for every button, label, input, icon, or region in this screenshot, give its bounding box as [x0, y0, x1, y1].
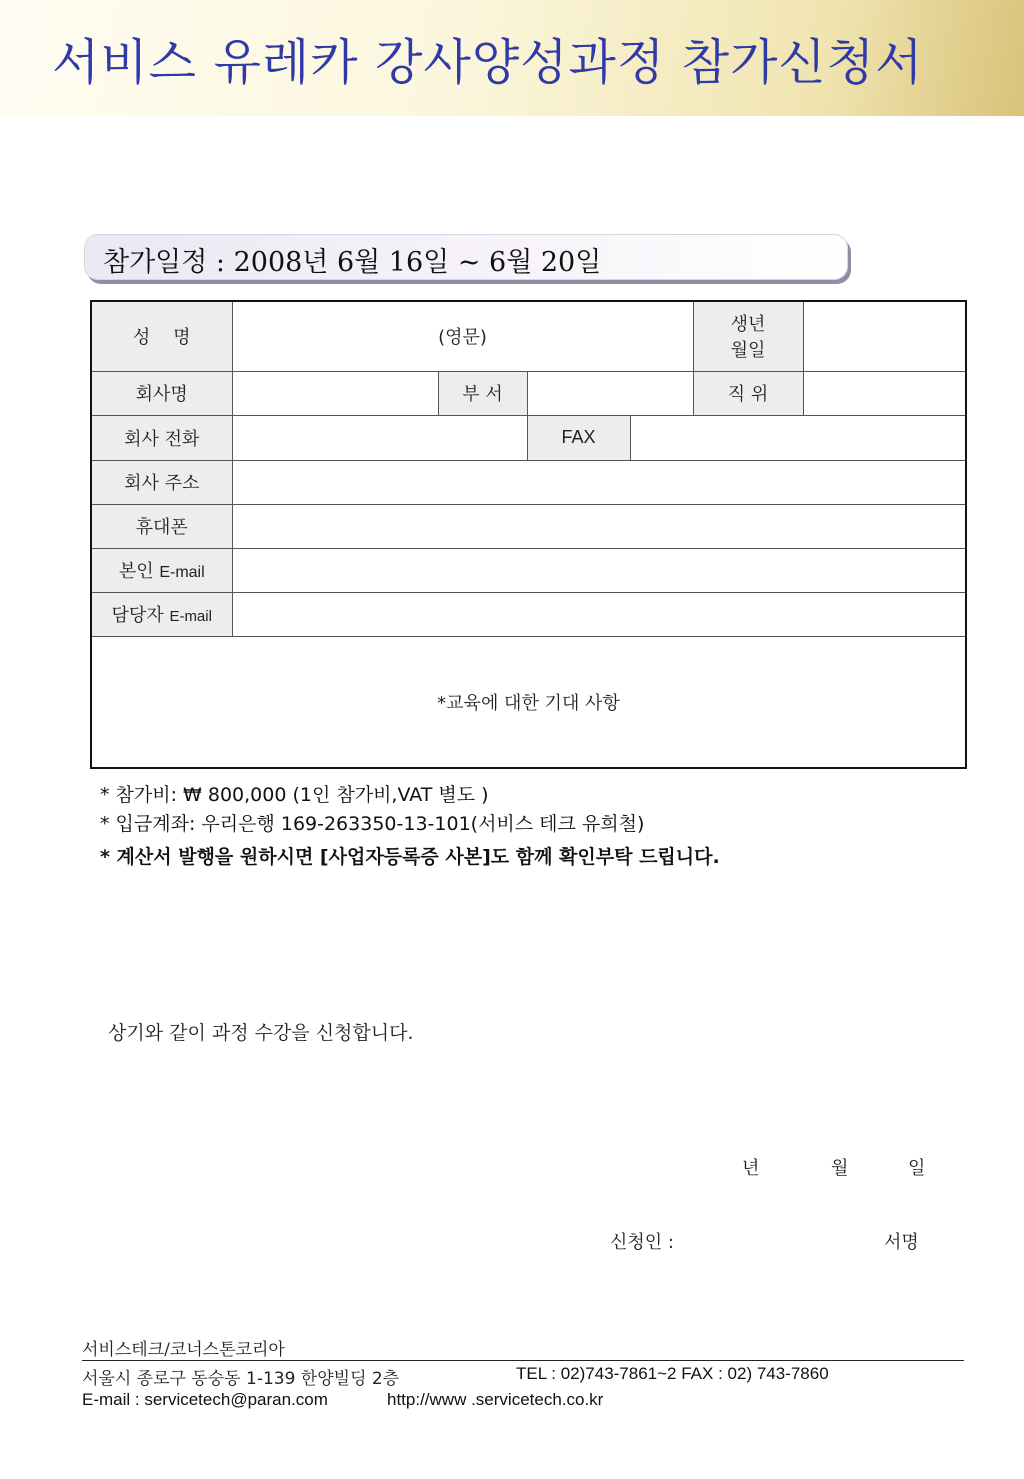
mobile-label: 휴대폰 [91, 504, 232, 548]
birth-label [693, 301, 803, 371]
footer-divider [82, 1360, 964, 1361]
table-row [91, 592, 966, 636]
contact-email-input[interactable] [232, 592, 966, 636]
name-hint: (영문) [438, 327, 487, 349]
table-row [91, 415, 966, 460]
phone-label: 회사 전화 [91, 415, 232, 460]
table-row [91, 301, 966, 371]
account-note: * 입금계좌: 우리은행 169-263350-13-101(서비스 테크 유희철) [100, 813, 645, 835]
company-input[interactable] [232, 371, 438, 415]
birth-label-line2: 월일 [730, 340, 766, 362]
birth-label-line1: 생년 [730, 314, 766, 336]
expectation-label: *교육에 대한 기대 사항 [437, 692, 620, 714]
birth-input[interactable] [803, 301, 966, 371]
application-form-table [90, 300, 967, 769]
dept-input[interactable] [527, 371, 693, 415]
applicant-label: 신청인 : [610, 1232, 674, 1253]
footer-address: 서울시 종로구 동숭동 1-139 한양빌딩 2층 [82, 1369, 400, 1389]
date-month-label: 월 [831, 1158, 849, 1179]
fax-input[interactable] [630, 415, 966, 460]
sign-label: 서명 [884, 1232, 919, 1253]
footer-email: E-mail : servicetech@paran.com [82, 1390, 328, 1409]
position-input[interactable] [803, 371, 966, 415]
date-day-label: 일 [908, 1158, 926, 1179]
table-row [91, 371, 966, 415]
table-row [91, 460, 966, 504]
table-row [91, 636, 966, 768]
position-label: 직 위 [693, 371, 803, 415]
table-row [91, 548, 966, 592]
schedule-text: 참가일정 : 2008년 6월 16일 ~ 6월 20일 [103, 247, 602, 278]
phone-input[interactable] [232, 415, 527, 460]
footer-website: http://www .servicetech.co.kr [387, 1390, 604, 1409]
notes [100, 781, 720, 872]
table-row [91, 504, 966, 548]
email-label-kr: 본인 [118, 561, 154, 582]
footer-company: 서비스테크/코너스톤코리아 [82, 1340, 285, 1360]
name-input[interactable] [232, 301, 693, 371]
company-label: 회사명 [91, 371, 232, 415]
page-title: 서비스 유레카 강사양성과정 참가신청서 [52, 34, 924, 91]
email-label-en: E-mail [159, 564, 205, 581]
address-label: 회사 주소 [91, 460, 232, 504]
email-label [91, 548, 232, 592]
fee-note: * 참가비: ₩ 800,000 (1인 참가비,VAT 별도 ) [100, 784, 489, 806]
footer-tel-fax: TEL : 02)743-7861~2 FAX : 02) 743-7860 [516, 1364, 829, 1383]
name-label: 성 명 [91, 301, 232, 371]
contact-email-label-kr: 담당자 [111, 605, 164, 626]
fax-label: FAX [527, 415, 630, 460]
address-input[interactable] [232, 460, 966, 504]
email-input[interactable] [232, 548, 966, 592]
apply-statement: 상기와 같이 과정 수강을 신청합니다. [108, 1022, 414, 1044]
date-year-label: 년 [742, 1158, 760, 1179]
contact-email-label [91, 592, 232, 636]
expectation-field[interactable] [91, 636, 966, 768]
contact-email-label-en: E-mail [169, 608, 212, 625]
invoice-note: * 계산서 발행을 원하시면 [사업자등록증 사본]도 함께 확인부탁 드립니다. [100, 846, 720, 868]
mobile-input[interactable] [232, 504, 966, 548]
dept-label: 부 서 [438, 371, 527, 415]
